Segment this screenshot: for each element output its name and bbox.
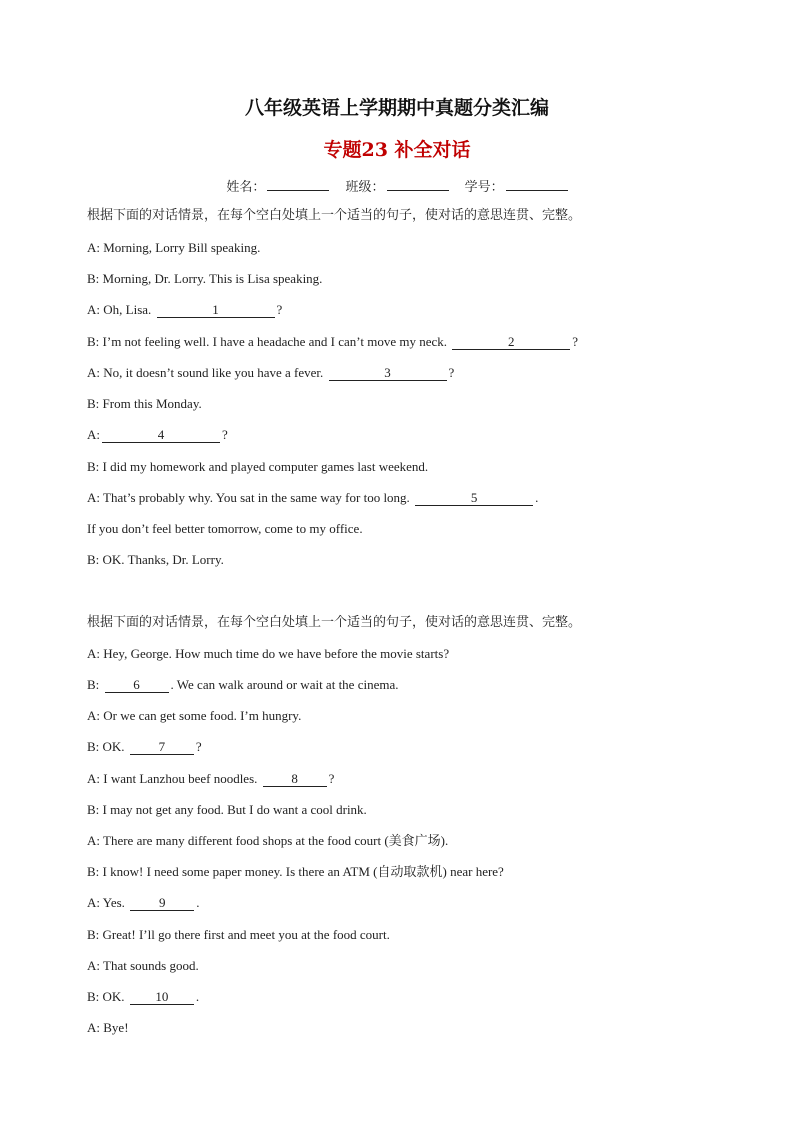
line-text: A: Bye! (87, 1020, 129, 1035)
section2-instruction: 根据下面的对话情景，在每个空白处填上一个适当的句子，使对话的意思连贯、完整。 (87, 615, 582, 630)
dialogue-line (87, 771, 334, 787)
line-text: A: That’s probably why. You sat in the same way for too long. (87, 490, 414, 505)
line-text: B: OK. (87, 739, 128, 754)
dialogue-line (87, 365, 454, 381)
answer-blank-8[interactable]: 8 (263, 772, 327, 787)
dialogue-line (87, 334, 578, 350)
dialogue-line (87, 739, 202, 755)
dialogue-line (87, 833, 448, 849)
id-field[interactable] (465, 180, 568, 195)
dialogue-line (87, 1020, 129, 1036)
line-text: A: I want Lanzhou beef noodles. (87, 771, 261, 786)
line-end: ? (572, 334, 579, 349)
line-text: A: Morning, Lorry Bill speaking. (87, 240, 261, 255)
line-text: B: I’m not feeling well. I have a headache and I can’t move my neck. (87, 334, 451, 349)
line-text: If you don’t feel better tomorrow, come to my office. (87, 521, 363, 536)
dialogue-line (87, 802, 367, 818)
answer-blank-3[interactable]: 3 (329, 366, 447, 381)
dialogue-line (87, 646, 449, 662)
line-end: ? (222, 427, 228, 442)
page-subtitle: 专题23 补全对话 (323, 139, 471, 161)
answer-blank-10[interactable]: 10 (130, 990, 194, 1005)
student-info-row (0, 176, 794, 195)
line-text: A: No, it doesn’t sound like you have a fever. (87, 365, 327, 380)
dialogue-line (87, 552, 224, 568)
line-end: . We can walk around or wait at the cinema. (170, 677, 399, 692)
answer-blank-7[interactable]: 7 (130, 740, 194, 755)
dialogue-line (87, 677, 398, 693)
id-label: 学号： (464, 180, 504, 195)
answer-blank-6[interactable]: 6 (105, 678, 169, 693)
dialogue-line (87, 521, 363, 537)
dialogue-line (87, 927, 390, 943)
name-blank[interactable] (267, 178, 329, 191)
line-text: B: I may not get any food. But I do want a cool drink. (87, 802, 367, 817)
line-text: A: Yes. (87, 895, 129, 910)
line-text: A: Or we can get some food. I’m hungry. (87, 708, 302, 723)
dialogue-line (87, 895, 199, 911)
line-end: . (196, 895, 200, 910)
line-end: . (195, 989, 200, 1004)
answer-blank-4[interactable]: 4 (102, 428, 220, 443)
dialogue-line (87, 396, 202, 412)
line-text: A: There are many different food shops at the food court (美食广场). (87, 833, 449, 848)
dialogue-line (87, 864, 504, 880)
dialogue-line (87, 958, 199, 974)
answer-blank-1[interactable]: 1 (157, 303, 275, 318)
section1-instruction: 根据下面的对话情景，在每个空白处填上一个适当的句子，使对话的意思连贯、完整。 (87, 208, 582, 223)
line-text: B: OK. Thanks, Dr. Lorry. (87, 552, 224, 567)
line-text: B: I did my homework and played computer games last weekend. (87, 459, 429, 474)
dialogue-line (87, 240, 260, 256)
dialogue-line (87, 708, 301, 724)
line-end: ? (448, 365, 455, 380)
dialogue-line (87, 271, 322, 287)
line-end: ? (328, 771, 335, 786)
line-text: B: OK. (87, 989, 128, 1004)
line-text: A: Oh, Lisa. (87, 302, 155, 317)
line-text: B: Morning, Dr. Lorry. This is Lisa speaking. (87, 271, 323, 286)
line-end: ? (195, 739, 202, 754)
answer-blank-2[interactable]: 2 (452, 335, 570, 350)
line-end: ? (276, 302, 283, 317)
name-field[interactable] (226, 180, 333, 195)
class-field[interactable] (345, 180, 452, 195)
line-text: B: I know! I need some paper money. Is there an ATM (自动取款机) near here? (87, 864, 504, 879)
dialogue-line (87, 459, 428, 475)
dialogue-line (87, 490, 538, 506)
class-label: 班级： (345, 180, 385, 195)
line-text: A: That sounds good. (87, 958, 199, 973)
line-text: A: Hey, George. How much time do we have before the movie starts? (87, 646, 450, 661)
line-text: B: Great! I’ll go there first and meet you at the food court. (87, 927, 390, 942)
page-title: 八年级英语上学期期中真题分类汇编 (244, 97, 549, 119)
line-text: A: (87, 427, 100, 442)
line-text: B: From this Monday. (87, 396, 202, 411)
class-blank[interactable] (387, 178, 449, 191)
line-text: B: (87, 677, 103, 692)
dialogue-line (87, 302, 282, 318)
answer-blank-5[interactable]: 5 (415, 491, 533, 506)
dialogue-line (87, 989, 199, 1005)
dialogue-line (87, 427, 228, 443)
line-end: . (535, 490, 539, 505)
answer-blank-9[interactable]: 9 (130, 896, 194, 911)
name-label: 姓名： (226, 180, 266, 195)
id-blank[interactable] (506, 178, 568, 191)
